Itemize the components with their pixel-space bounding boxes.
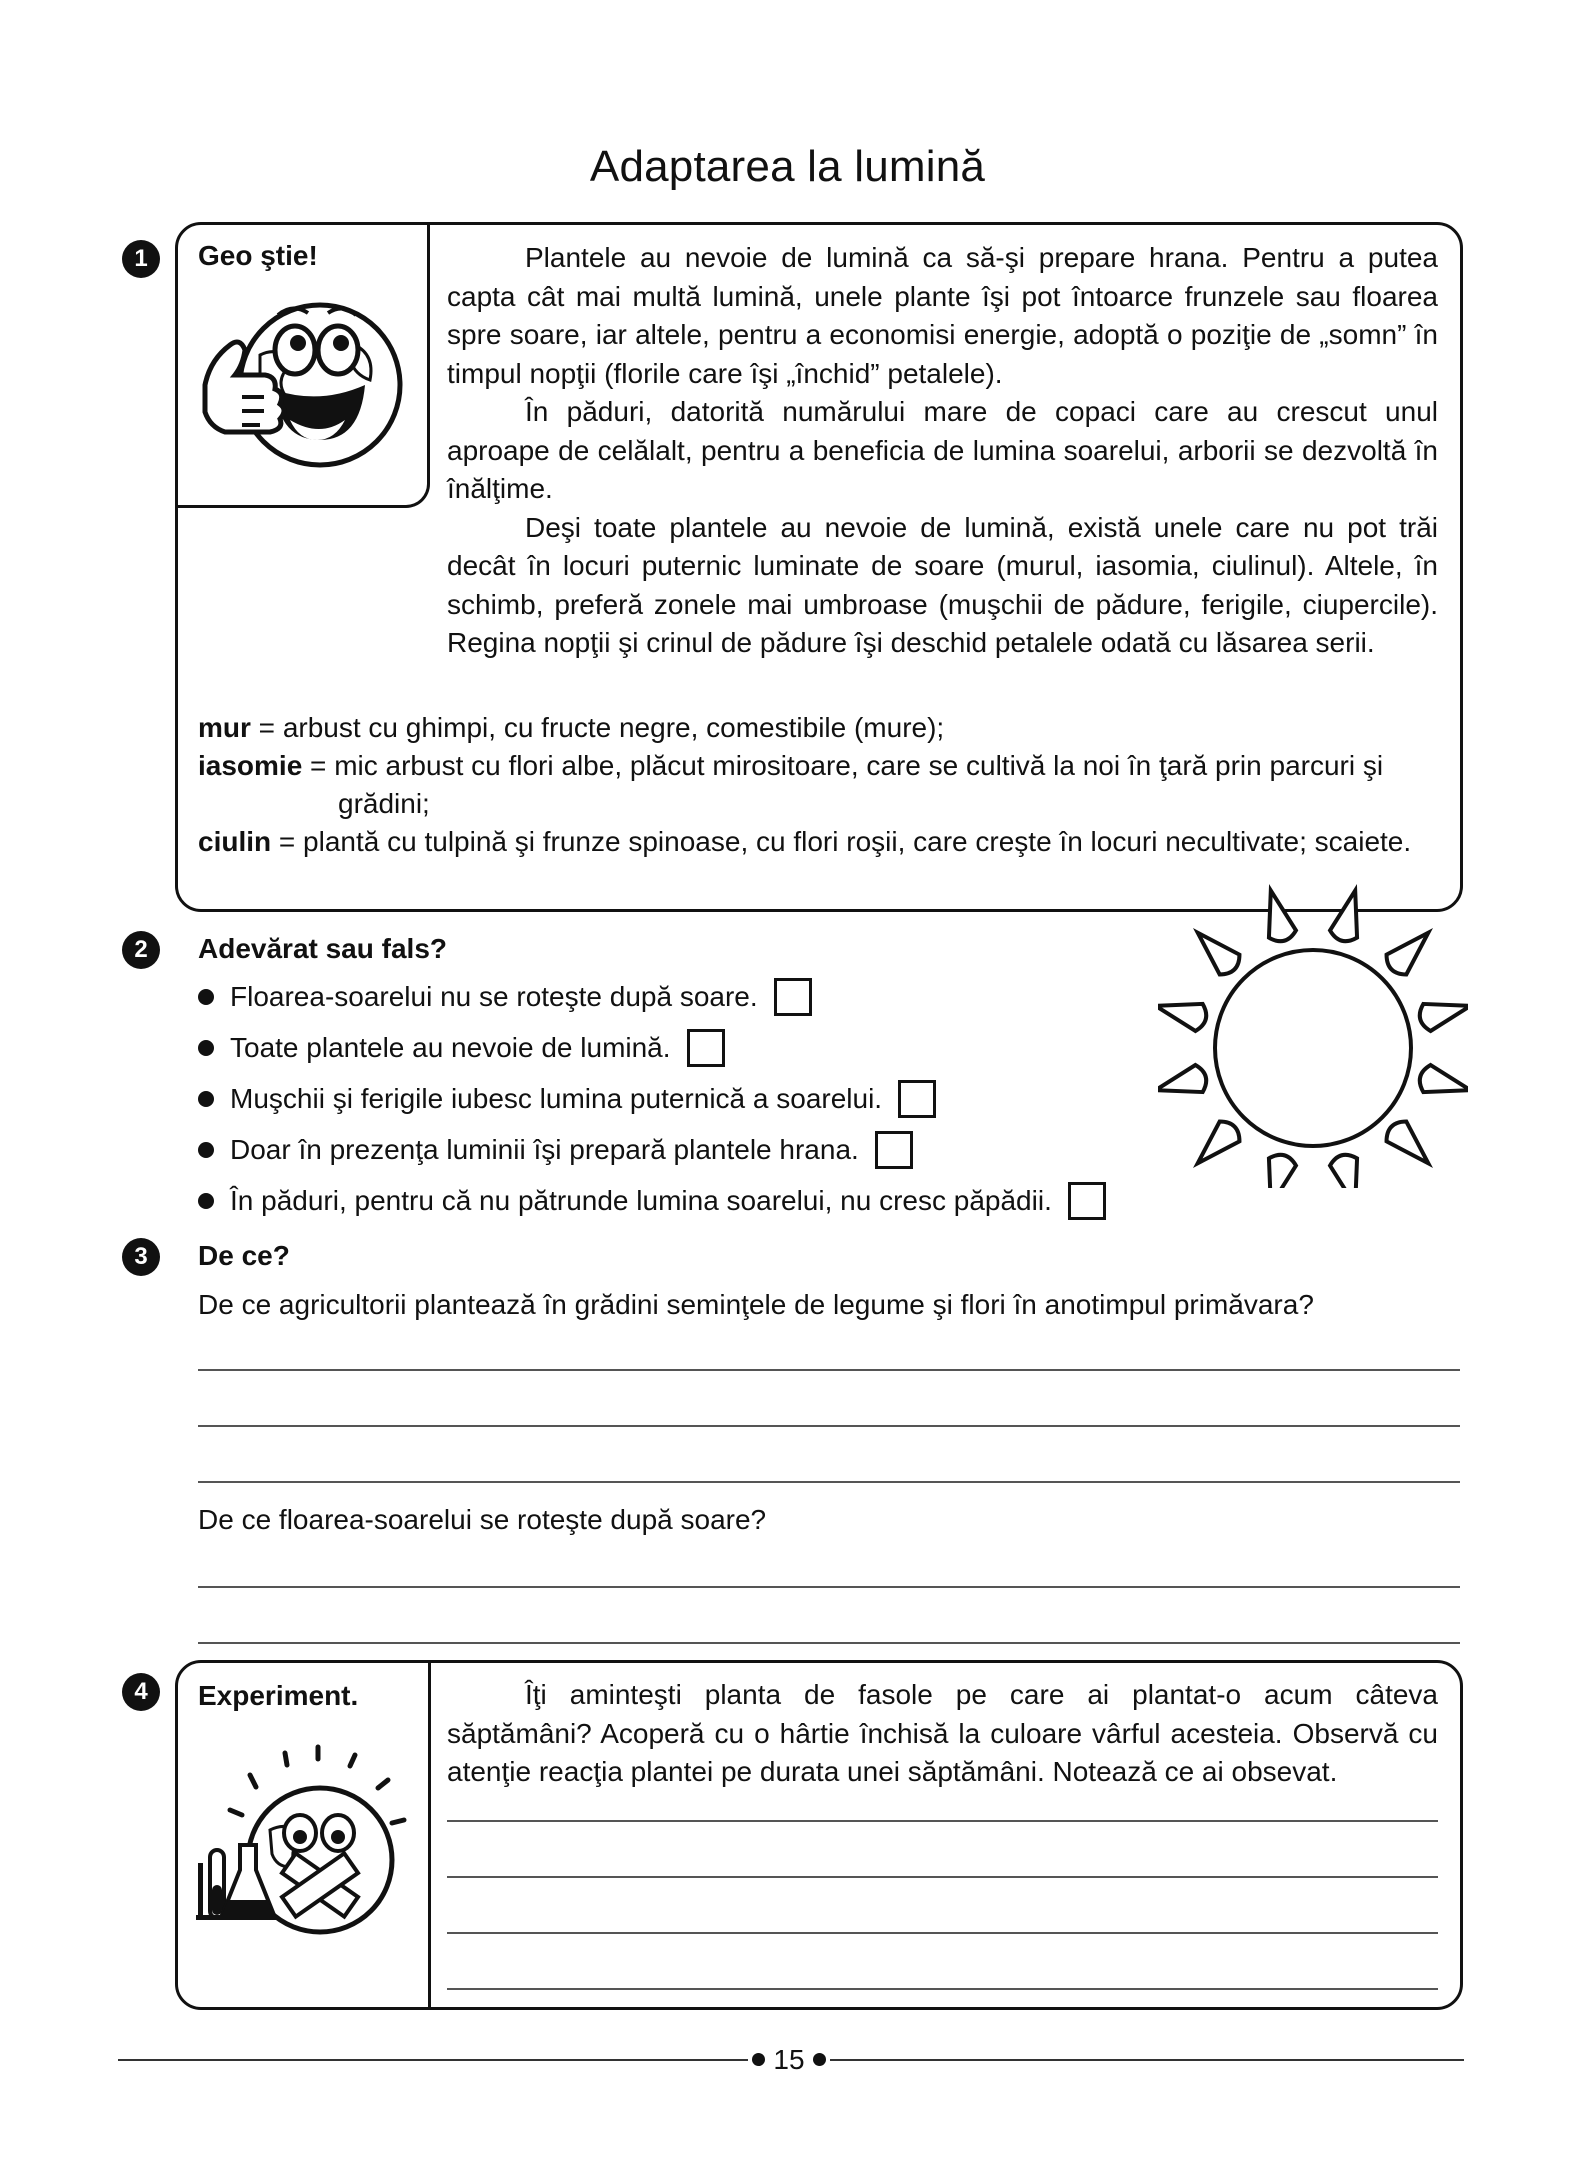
statement-text: Muşchii şi ferigile iubesc lumina puternică a soarelui. xyxy=(230,1082,883,1114)
section-number-2: 2 xyxy=(122,931,160,969)
glossary-definition: plantă cu tulpină şi frunze spinoase, cu flori roşii, care creşte în locuri necultivate; scaiete. xyxy=(303,826,1412,857)
globe-thumbs-up-icon xyxy=(190,285,415,485)
footer-rule-right xyxy=(830,2059,1464,2061)
question-2: De ce floarea-soarelui se roteşte după soare? xyxy=(198,1504,767,1535)
bullet-icon xyxy=(198,1142,214,1158)
section-number-3: 3 xyxy=(122,1238,160,1276)
list-item xyxy=(198,1022,1198,1073)
geo-label: Geo ştie! xyxy=(198,240,318,271)
true-false-list xyxy=(198,971,1198,1226)
bullet-icon xyxy=(198,1091,214,1107)
answer-line[interactable] xyxy=(447,1932,1438,1934)
footer-dot-icon xyxy=(752,2053,765,2066)
question-1: De ce agricultorii plantează în grădini seminţele de legume şi flori în anotimpul primăvara? xyxy=(198,1289,1314,1320)
experiment-label: Experiment. xyxy=(198,1680,359,1711)
answer-line[interactable] xyxy=(198,1586,1460,1588)
experiment-paragraph: Îţi aminteşti planta de fasole pe care ai plantat-o acum câteva săptămâni? Acoperă cu o hârtie închisă la culoare vârful acesteia. Observă cu atenţie reacţia plantei pe durata unei săptămâni. Notează ce ai obsevat. xyxy=(447,1679,1438,1787)
footer-dot-icon xyxy=(813,2053,826,2066)
page-number: 15 xyxy=(773,2044,805,2075)
list-item xyxy=(198,1124,1198,1175)
bullet-icon xyxy=(198,1193,214,1209)
glossary-term: ciulin xyxy=(198,826,272,857)
footer-rule-left xyxy=(118,2059,748,2061)
statement-text: Doar în prezenţa luminii îşi prepară plantele hrana. xyxy=(230,1133,859,1165)
experiment-text xyxy=(447,1676,1438,1792)
answer-line[interactable] xyxy=(198,1642,1460,1644)
answer-line[interactable] xyxy=(198,1425,1460,1427)
answer-line[interactable] xyxy=(198,1481,1460,1483)
bullet-icon xyxy=(198,989,214,1005)
glossary-definition: mic arbust cu flori albe, plăcut mirositoare, care se cultivă la noi în ţară prin parcuri şi grădini; xyxy=(334,750,1384,819)
why-label: De ce? xyxy=(198,1240,290,1271)
answer-checkbox[interactable] xyxy=(898,1080,936,1118)
statement-text: În păduri, pentru că nu pătrunde lumina soarelui, nu cresc păpădii. xyxy=(230,1184,1052,1216)
answer-checkbox[interactable] xyxy=(687,1029,725,1067)
glossary-term: mur xyxy=(198,712,251,743)
glossary-entry-mur: mur = arbust cu ghimpi, cu fructe negre, comestibile (mure); xyxy=(198,712,945,743)
info-paragraph: Plantele au nevoie de lumină ca să-şi prepare hrana. Pentru a putea capta cât mai multă lumină, unele plante îşi pot întoarce frunzele sau floarea spre soare, iar altele, pentru a economisi energie, adoptă o poziţie de „somn” în timpul nopţii (florile care îşi „închid” petalele). xyxy=(447,242,1438,389)
info-text xyxy=(447,239,1438,663)
list-item xyxy=(198,1175,1198,1226)
answer-checkbox[interactable] xyxy=(1068,1182,1106,1220)
glossary-entry-ciulin: ciulin = plantă cu tulpină şi frunze spinoase, cu flori roşii, care creşte în locuri necultivate; scaiete. xyxy=(198,826,1412,857)
globe-experiment-icon xyxy=(190,1735,420,1940)
glossary-term: iasomie xyxy=(198,750,303,781)
sun-icon xyxy=(1158,878,1468,1188)
answer-line[interactable] xyxy=(447,1876,1438,1878)
bullet-icon xyxy=(198,1040,214,1056)
info-paragraph: În păduri, datorită numărului mare de copaci care au crescut unul aproape de celălalt, pentru a beneficia de lumina soarelui, arborii se dezvoltă în înălţime. xyxy=(447,396,1438,504)
answer-line[interactable] xyxy=(198,1369,1460,1371)
statement-text: Toate plantele au nevoie de lumină. xyxy=(230,1031,671,1063)
answer-line[interactable] xyxy=(447,1820,1438,1822)
answer-checkbox[interactable] xyxy=(774,978,812,1016)
info-paragraph: Deşi toate plantele au nevoie de lumină, există unele care nu pot trăi decât în locuri puternic luminate de soare (murul, iasomia, ciulinul). Altele, în schimb, preferă zonele mai umbroase (muşchii de pădure, ferigile, ciupercile). Regina nopţii şi crinul de pădure îşi deschid petalele odată cu lăsarea serii. xyxy=(447,511,1438,658)
section-number-4: 4 xyxy=(122,1673,160,1711)
divider xyxy=(428,1662,431,2008)
answer-line[interactable] xyxy=(447,1988,1438,1990)
answer-checkbox[interactable] xyxy=(875,1131,913,1169)
glossary-definition: arbust cu ghimpi, cu fructe negre, comestibile (mure); xyxy=(282,712,945,743)
true-false-label: Adevărat sau fals? xyxy=(198,933,447,964)
list-item xyxy=(198,971,1198,1022)
glossary xyxy=(198,709,1438,861)
page-title: Adaptarea la lumină xyxy=(589,142,986,191)
glossary-entry-iasomie: iasomie = mic arbust cu flori albe, plăcut mirositoare, care se cultivă la noi în ţară prin parcuri şi grădini; xyxy=(198,750,1384,819)
section-number-1: 1 xyxy=(122,240,160,278)
statement-text: Floarea-soarelui nu se roteşte după soare. xyxy=(230,980,758,1012)
list-item xyxy=(198,1073,1198,1124)
